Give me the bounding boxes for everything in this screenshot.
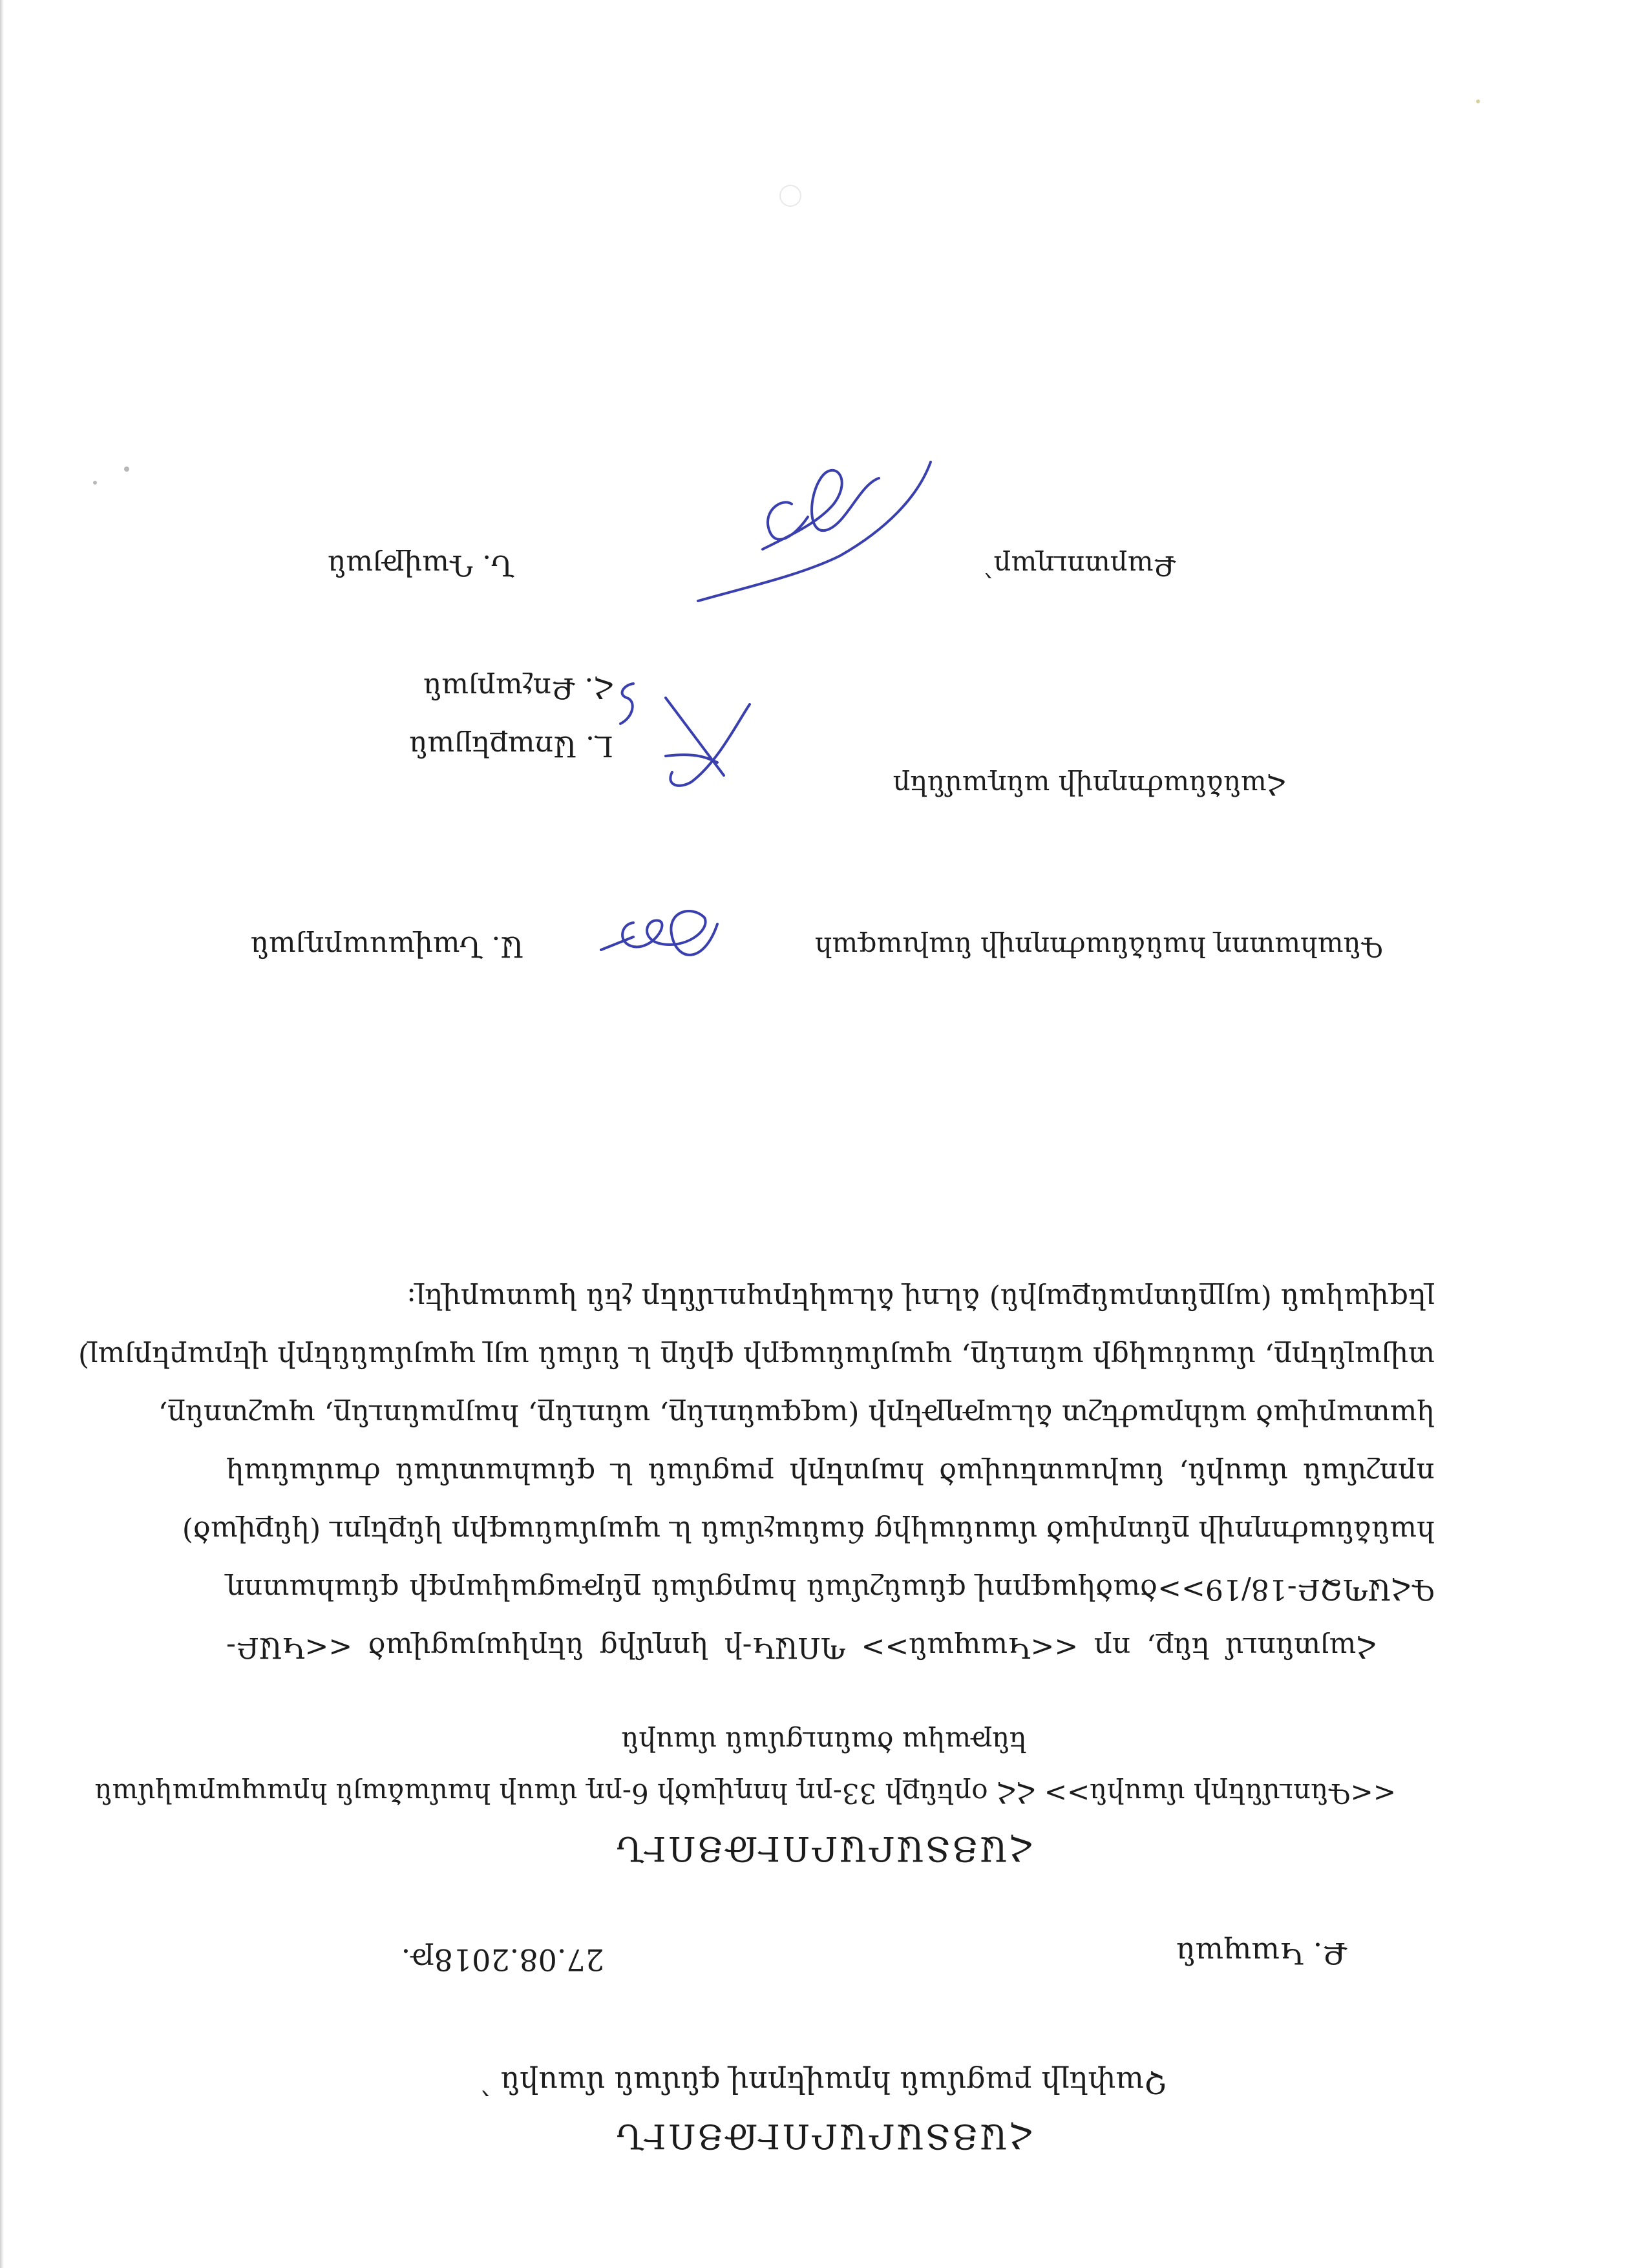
announcement-line-2: ենթակա ծանուցման մասին [621, 1726, 1027, 1758]
scan-speck [124, 467, 129, 472]
members-role: Հանձնաժողովի անդամներ [893, 770, 1286, 801]
body-line-2: ԳՀԱՊՁԲ-18/19>>ծածկագրով գնանշման հարցման ընթացակարգի գնահատող [226, 1573, 1435, 1606]
body-line-5: կատարված անհրաժեշտ ձևաթղթերի (ազգանունը, անունը, հայրանունը, պաշտոնը, [158, 1398, 1435, 1431]
announcement-title: ՀԱՅՏԱՐԱՐՈՒԹՅՈՒՆ [615, 1829, 1033, 1867]
member-signature-1 [633, 691, 763, 801]
chair-signature [588, 898, 730, 976]
scan-speck [1476, 100, 1480, 103]
body-line-7: լեզվական (այլընտրանքային) ձևով ձևակերպումներ չեն կատարվել: [407, 1282, 1435, 1315]
chair-name: Ա. Նավասարդյան [250, 930, 523, 963]
body-line-6: տվյալները, մասնակցի անունը, պայմանագրի գինը և նման այլ պայմանների վերաբերյալ) [78, 1340, 1435, 1373]
scan-artifact-circle [779, 185, 801, 207]
secretary-name: Ն. Դավթյան [328, 549, 514, 582]
page-edge-shadow [0, 0, 4, 2268]
document-subtitle: Չափելի բացման հրավերով գնման մասին ՝ [480, 2065, 1168, 2100]
secretary-role: Քարտուղար՝ [984, 550, 1176, 582]
scan-speck [93, 481, 97, 485]
member-signature-2 [607, 678, 646, 730]
member-name-2: Հ. Քոչարյան [423, 671, 614, 704]
secretary-signature [685, 446, 956, 627]
location-text: Ք. Կապան [1176, 1936, 1347, 1971]
body-line-1: Հայտնում ենք, որ <<Կապան>> ՊՈԱԿ-ի կողմից ներկայացված <<ԿԱԲ- [226, 1631, 1377, 1664]
body-line-4: որոշման մասին, նախատեսված հայտերի բացման և գնահատման ժամանակ [226, 1456, 1435, 1489]
announcement-line-1: <<Գնումների մասին>> ՀՀ օրենքի 33-րդ հոդվածի 6-րդ մասի համաձայն հրապարակման [94, 1778, 1396, 1809]
document-title: ՀԱՅՏԱՐԱՐՈՒԹՅՈՒՆ [615, 2116, 1033, 2155]
chair-role: Գնահատող հանձնաժողովի նախագահ [814, 931, 1383, 963]
date-text: 27.08.2018թ. [401, 1942, 604, 1977]
body-line-3: հանձնաժողովի ընտրված մասնակից ճանաչման և պայմանագիր կնքելու (կնքված) [182, 1515, 1435, 1548]
member-name-1: Լ. Առաքելյան [409, 730, 614, 762]
